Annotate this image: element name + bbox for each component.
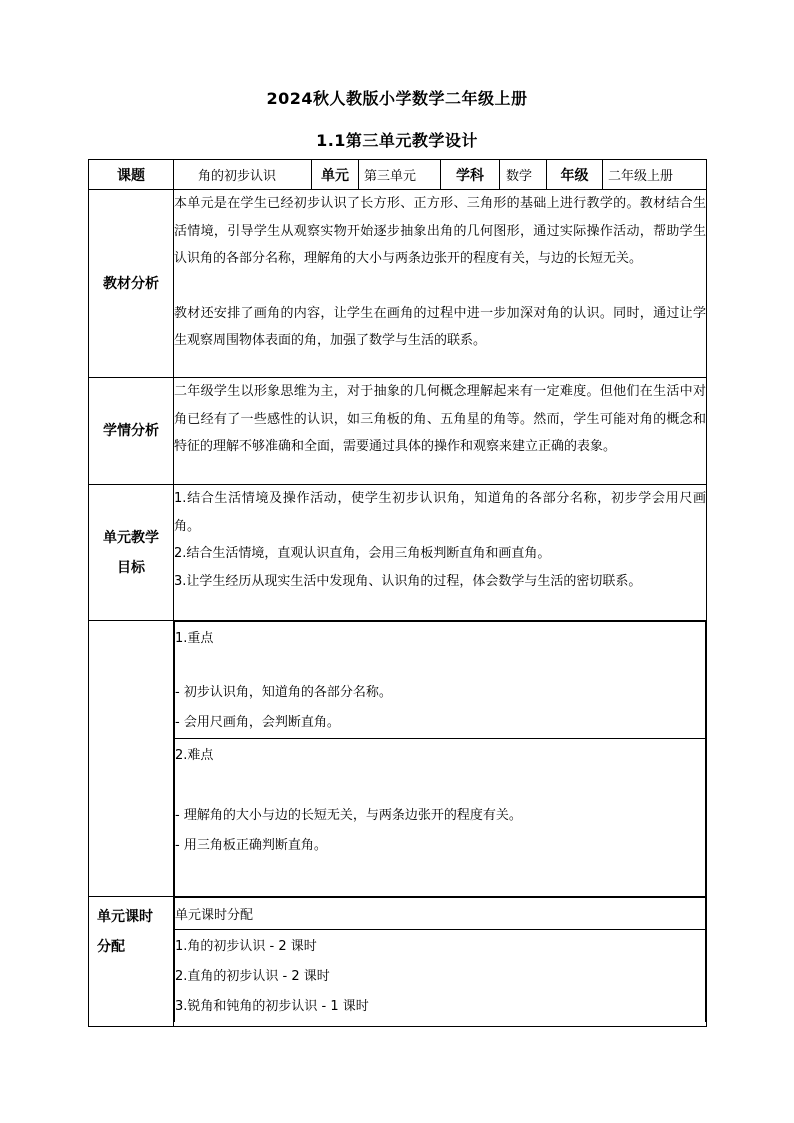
- allocation-label: [89, 897, 174, 1027]
- key-points-label: [89, 621, 174, 897]
- difficult-item-2: - 用三角板正确判断直角。: [175, 838, 327, 853]
- allocation-item-1: 1.角的初步认识 - 2 课时: [175, 939, 317, 954]
- lesson-plan-table: [88, 159, 707, 1027]
- textbook-analysis-content: [174, 190, 707, 378]
- allocation-content: [174, 897, 707, 1027]
- difficult-section: [175, 739, 706, 897]
- key-item-2: - 会用尺画角，会判断直角。: [175, 715, 340, 730]
- subject-label: 学科: [441, 160, 500, 190]
- header-row: [89, 160, 707, 190]
- key-item-1: - 初步认识角，知道角的各部分名称。: [175, 685, 392, 700]
- allocation-heading: 单元课时分配: [175, 898, 706, 930]
- textbook-analysis-label: 教材分析: [89, 190, 174, 378]
- key-points-content: [174, 621, 707, 897]
- allocation-row: [89, 897, 707, 1027]
- allocation-label-line-1: 单元课时: [97, 909, 153, 925]
- student-analysis-text: 二年级学生以形象思维为主，对于抽象的几何概念理解起来有一定难度。但他们在生活中对角已经有了一些感性的认识，如三角板的角、五角星的角等。然而，学生可能对角的概念和特征的理解不够准确和全面，需要通过具体的操作和观察来建立正确的表象。: [174, 384, 706, 454]
- textbook-analysis-paragraph-2: 教材还安排了画角的内容，让学生在画角的过程中进一步加深对角的认识。同时，通过让学生观察周围物体表面的角，加强了数学与生活的联系。: [174, 305, 706, 348]
- key-heading: 1.重点: [175, 631, 214, 646]
- teaching-goal-item-1: 1.结合生活情境及操作活动，使学生初步认识角，知道角的各部分名称，初步学会用尺画角。: [174, 491, 706, 534]
- unit-value: 第三单元: [359, 160, 441, 190]
- grade-label: 年级: [547, 160, 603, 190]
- key-section: [175, 622, 706, 739]
- teaching-goal-item-3: 3.让学生经历从现实生活中发现角、认识角的过程，体会数学与生活的密切联系。: [174, 573, 642, 589]
- difficult-item-1: - 理解角的大小与边的长短无关，与两条边张开的程度有关。: [175, 808, 522, 823]
- textbook-analysis-row: [89, 190, 707, 378]
- difficult-heading: 2.难点: [175, 748, 214, 763]
- student-analysis-content: [174, 378, 707, 485]
- allocation-label-line-2: 分配: [97, 939, 125, 955]
- allocation-item-3: 3.锐角和钝角的初步认识 - 1 课时: [175, 999, 369, 1014]
- textbook-analysis-paragraph-1: 本单元是在学生已经初步认识了长方形、正方形、三角形的基础上进行教学的。教材结合生活情境，引导学生从观察实物开始逐步抽象出角的几何图形，通过实际操作活动，帮助学生认识角的各部分名称，理解角的大小与两条边张开的程度有关，与边的长短无关。: [174, 196, 706, 266]
- allocation-inner-table: [174, 897, 706, 1022]
- topic-label: 课题: [89, 160, 174, 190]
- teaching-goals-label-line-1: 单元教学: [103, 529, 159, 546]
- key-points-inner-table: [174, 621, 706, 896]
- allocation-items: [175, 930, 706, 1023]
- teaching-goals-content: [174, 485, 707, 621]
- student-analysis-label: 学情分析: [89, 378, 174, 485]
- teaching-goals-label-line-2: 目标: [117, 559, 145, 576]
- teaching-goals-row: [89, 485, 707, 621]
- teaching-goals-label: [89, 485, 174, 621]
- document-subtitle: 1.1第三单元教学设计: [316, 131, 478, 150]
- unit-label: 单元: [312, 160, 359, 190]
- key-points-row: [89, 621, 707, 897]
- grade-value: 二年级上册: [603, 160, 707, 190]
- student-analysis-row: [89, 378, 707, 485]
- subject-value: 数学: [500, 160, 547, 190]
- teaching-goal-item-2: 2.结合生活情境，直观认识直角，会用三角板判断直角和画直角。: [174, 546, 551, 561]
- topic-value: 角的初步认识: [174, 160, 312, 190]
- allocation-item-2: 2.直角的初步认识 - 2 课时: [175, 969, 330, 984]
- document-title: 2024秋人教版小学数学二年级上册: [266, 89, 528, 108]
